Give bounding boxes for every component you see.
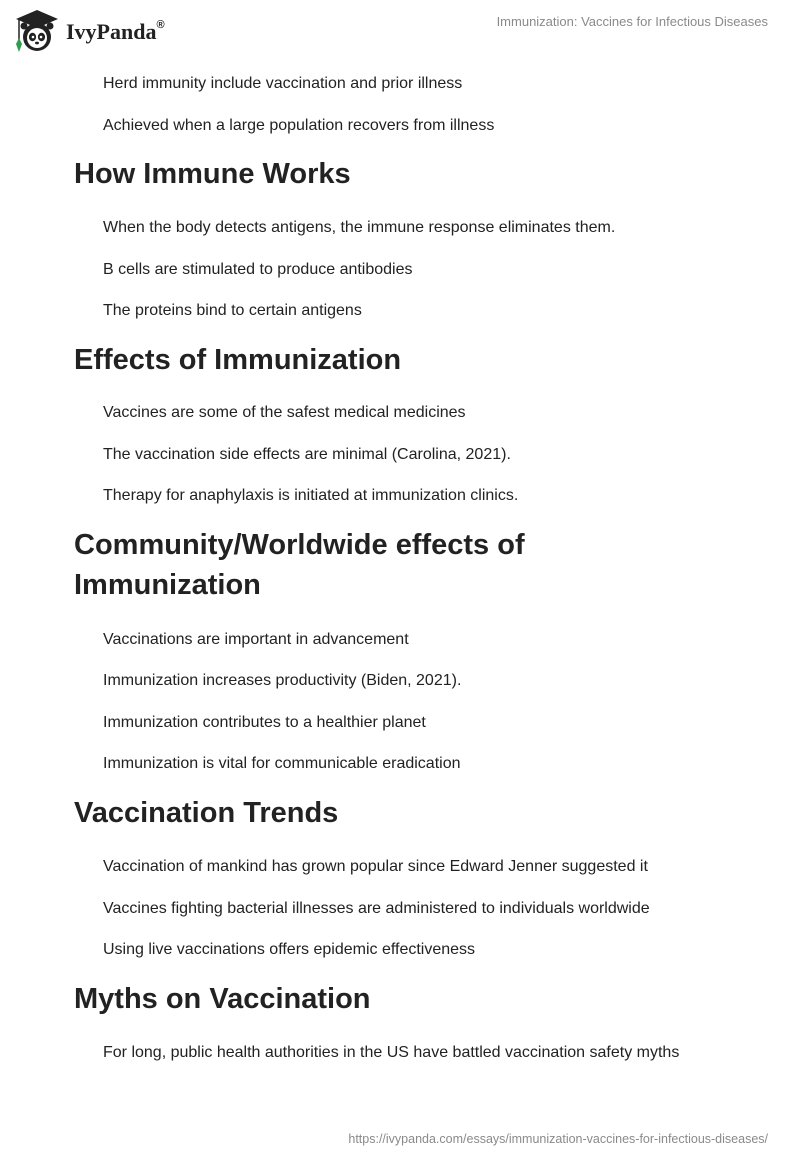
list-item: Immunization is vital for communicable eradication xyxy=(103,755,461,772)
source-url-link[interactable]: https://ivypanda.com/essays/immunization-vaccines-for-infectious-diseases/ xyxy=(348,1132,768,1146)
list-item: The vaccination side effects are minimal (Carolina, 2021). xyxy=(103,446,511,463)
list-item: Using live vaccinations offers epidemic effectiveness xyxy=(103,941,476,958)
list-item: Vaccines fighting bacterial illnesses are administered to individuals worldwide xyxy=(103,900,650,917)
list-item: Therapy for anaphylaxis is initiated at immunization clinics. xyxy=(103,487,519,504)
section-heading: Effects of Immunization xyxy=(74,344,402,376)
section-heading-line: Immunization xyxy=(74,569,261,601)
panda-graduate-icon xyxy=(14,8,60,54)
list-item: Immunization contributes to a healthier planet xyxy=(103,714,426,731)
list-item: B cells are stimulated to produce antibodies xyxy=(103,261,413,278)
list-item: For long, public health authorities in the US have battled vaccination safety myths xyxy=(103,1044,680,1061)
section-heading-line: Community/Worldwide effects of xyxy=(74,529,525,561)
list-item: Vaccines are some of the safest medical medicines xyxy=(103,404,466,421)
ivypanda-logo[interactable] xyxy=(14,8,165,54)
section-heading: Myths on Vaccination xyxy=(74,983,371,1015)
page-header xyxy=(0,0,800,60)
section-heading xyxy=(74,525,764,605)
list-item: Immunization increases productivity (Biden, 2021). xyxy=(103,672,462,689)
list-item: When the body detects antigens, the immune response eliminates them. xyxy=(103,219,616,236)
list-item: Herd immunity include vaccination and prior illness xyxy=(103,75,463,92)
list-item: Vaccinations are important in advancement xyxy=(103,631,409,648)
list-item: Vaccination of mankind has grown popular since Edward Jenner suggested it xyxy=(103,858,648,875)
list-item: Achieved when a large population recovers from illness xyxy=(103,117,495,134)
brand-name: IvyPanda® xyxy=(66,18,165,44)
section-heading: How Immune Works xyxy=(74,158,351,190)
document-title: Immunization: Vaccines for Infectious Diseases xyxy=(496,14,768,29)
list-item: The proteins bind to certain antigens xyxy=(103,302,362,319)
trademark-symbol: ® xyxy=(156,18,165,31)
section-heading: Vaccination Trends xyxy=(74,797,339,829)
